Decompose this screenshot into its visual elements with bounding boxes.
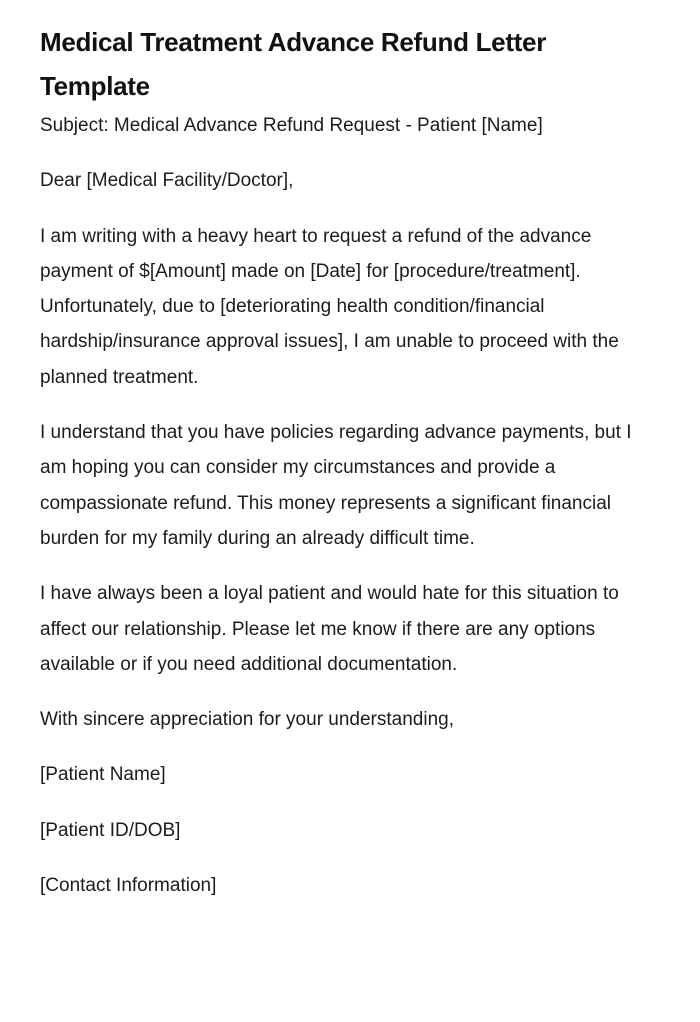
page-title: Medical Treatment Advance Refund Letter Template [40, 27, 547, 101]
signature-contact: [Contact Information] [40, 875, 217, 897]
subject-line: Subject: Medical Advance Refund Request - Patient [Name] [40, 115, 543, 136]
signature-id-dob: [Patient ID/DOB] [40, 819, 181, 841]
signature-name: [Patient Name] [40, 764, 166, 786]
closing-line: With sincere appreciation for your understanding, [40, 709, 455, 731]
body-paragraph-1: I am writing with a heavy heart to request a refund of the advance payment of $[Amount] made on [Date] for [procedure/treatment]. Unfortunately, due to [deteriorating health condition/financial hardship/insurance approval issues], I am unable to proceed with the planned treatment. [40, 225, 619, 388]
body-paragraph-3: I have always been a loyal patient and would hate for this situation to affect our relationship. Please let me know if there are any options available or if you need additional documentation. [40, 583, 619, 675]
body-paragraph-2: I understand that you have policies regarding advance payments, but I am hoping you can consider my circumstances and provide a compassionate refund. This money represents a significant financial burden for my family during an already difficult time. [40, 422, 632, 549]
salutation: Dear [Medical Facility/Doctor], [40, 170, 294, 192]
